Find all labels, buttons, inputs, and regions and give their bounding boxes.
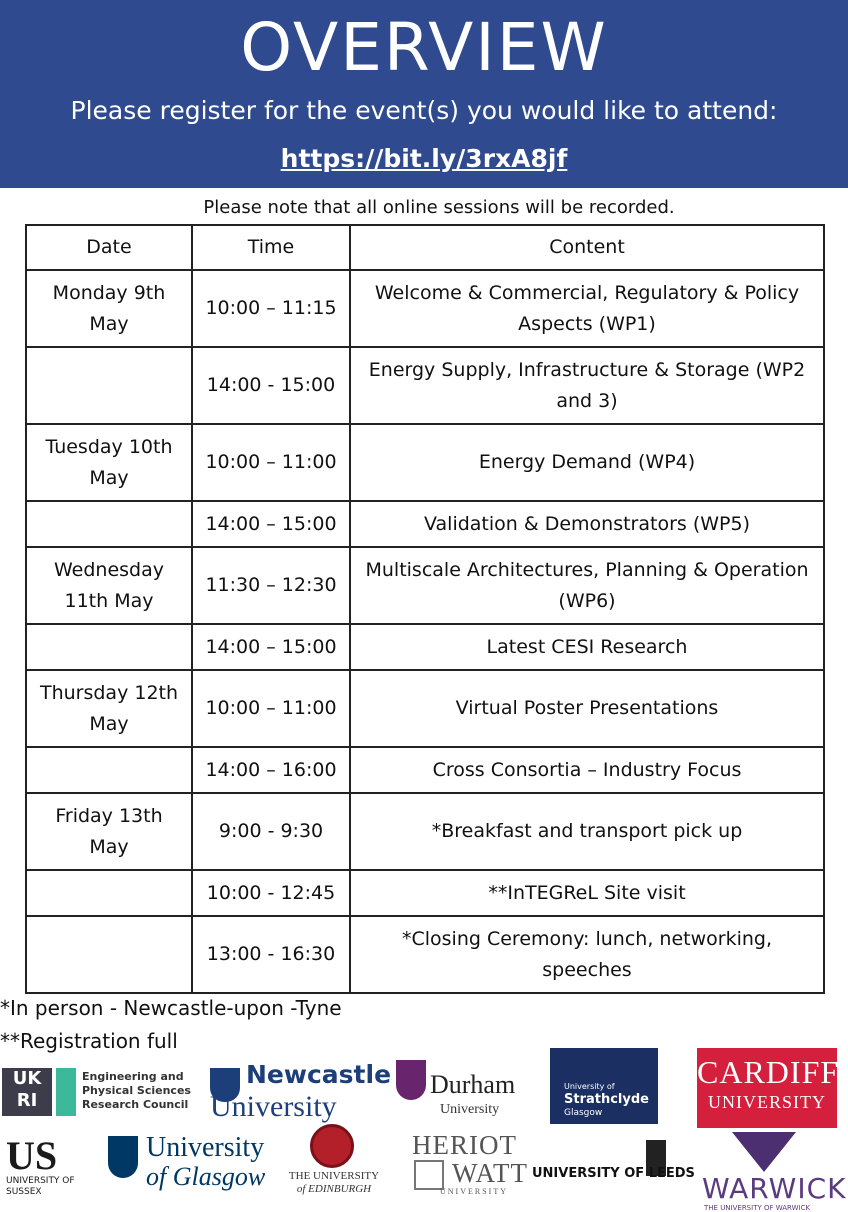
heriot-watt-line2: WATT xyxy=(452,1158,528,1188)
table-row xyxy=(26,670,824,747)
table-header-row xyxy=(26,225,824,270)
register-prompt: Please register for the event(s) you would like to attend: xyxy=(70,96,778,125)
ukri-mark: UK RI xyxy=(2,1068,52,1116)
partner-logos xyxy=(0,1040,848,1212)
row-time: 9:00 - 9:30 xyxy=(192,793,350,870)
warwick-sub: THE UNIVERSITY OF WARWICK xyxy=(704,1204,811,1212)
durham-name: Durham xyxy=(430,1070,516,1099)
edinburgh-seal-icon xyxy=(310,1124,354,1168)
table-row xyxy=(26,747,824,793)
strathclyde-name: Strathclyde xyxy=(564,1092,649,1107)
row-content: Energy Demand (WP4) xyxy=(350,424,824,501)
ukri-accent-bar xyxy=(56,1068,76,1116)
glasgow-crest-icon xyxy=(108,1136,138,1178)
table-row xyxy=(26,793,824,870)
row-date xyxy=(26,916,192,993)
leeds-name: UNIVERSITY OF LEEDS xyxy=(532,1166,695,1181)
durham-crest-icon xyxy=(396,1060,426,1100)
footnote-in-person: *In person - Newcastle-upon -Tyne xyxy=(0,996,342,1020)
row-content: **InTEGReL Site visit xyxy=(350,870,824,916)
row-time: 10:00 – 11:00 xyxy=(192,424,350,501)
sussex-mark: US xyxy=(6,1133,58,1178)
row-date xyxy=(26,747,192,793)
row-time: 10:00 – 11:15 xyxy=(192,270,350,347)
row-date: Wednesday 11th May xyxy=(26,547,192,624)
edinburgh-name: THE UNIVERSITY xyxy=(288,1170,380,1182)
row-date xyxy=(26,870,192,916)
row-time: 13:00 - 16:30 xyxy=(192,916,350,993)
strathclyde-sub: Glasgow xyxy=(564,1108,603,1118)
row-time: 14:00 – 15:00 xyxy=(192,624,350,670)
row-content: *Breakfast and transport pick up xyxy=(350,793,824,870)
heriot-watt-sub: UNIVERSITY xyxy=(440,1187,508,1196)
row-content: Welcome & Commercial, Regulatory & Policy Aspects (WP1) xyxy=(350,270,824,347)
warwick-w-icon xyxy=(732,1132,796,1172)
table-row xyxy=(26,501,824,547)
table-row xyxy=(26,424,824,501)
cardiff-logo xyxy=(697,1048,840,1128)
page-title: OVERVIEW xyxy=(240,9,608,86)
recording-note: Please note that all online sessions will be recorded. xyxy=(203,197,675,218)
header-date: Date xyxy=(26,225,192,270)
header-content: Content xyxy=(350,225,824,270)
table-row xyxy=(26,624,824,670)
row-content: Virtual Poster Presentations xyxy=(350,670,824,747)
row-date: Monday 9th May xyxy=(26,270,192,347)
newcastle-name: Newcastle xyxy=(246,1060,392,1089)
cardiff-name: CARDIFF xyxy=(697,1054,840,1090)
strathclyde-pre: University of xyxy=(564,1082,615,1091)
table-row xyxy=(26,347,824,424)
header-time: Time xyxy=(192,225,350,270)
strathclyde-logo xyxy=(550,1048,658,1124)
row-content: Multiscale Architectures, Planning & Operation (WP6) xyxy=(350,547,824,624)
heriot-watt-crest-icon xyxy=(414,1160,444,1190)
header-banner xyxy=(0,0,848,188)
row-date: Tuesday 10th May xyxy=(26,424,192,501)
durham-sub: University xyxy=(440,1102,500,1117)
row-time: 10:00 – 11:00 xyxy=(192,670,350,747)
registration-link[interactable]: https://bit.ly/3rxA8jf xyxy=(280,144,568,173)
row-content: *Closing Ceremony: lunch, networking, speeches xyxy=(350,916,824,993)
table-row xyxy=(26,270,824,347)
row-time: 14:00 – 16:00 xyxy=(192,747,350,793)
row-time: 14:00 – 15:00 xyxy=(192,501,350,547)
footnote-registration-full: **Registration full xyxy=(0,1029,178,1053)
epsrc-name: Engineering and Physical Sciences Research Council xyxy=(82,1070,191,1111)
heriot-watt-line1: HERIOT xyxy=(412,1130,517,1160)
newcastle-sub: University xyxy=(210,1090,337,1123)
row-time: 11:30 – 12:30 xyxy=(192,547,350,624)
row-date: Thursday 12th May xyxy=(26,670,192,747)
sussex-name: UNIVERSITY OF SUSSEX xyxy=(6,1176,75,1197)
schedule-table xyxy=(25,224,825,994)
edinburgh-sub: of EDINBURGH xyxy=(296,1183,372,1195)
row-date xyxy=(26,624,192,670)
row-date: Friday 13th May xyxy=(26,793,192,870)
glasgow-name: University xyxy=(146,1132,265,1163)
cardiff-sub: UNIVERSITY xyxy=(708,1092,826,1112)
glasgow-sub: of Glasgow xyxy=(146,1162,266,1191)
row-time: 10:00 - 12:45 xyxy=(192,870,350,916)
row-content: Energy Supply, Infrastructure & Storage (WP2 and 3) xyxy=(350,347,824,424)
row-content: Latest CESI Research xyxy=(350,624,824,670)
row-time: 14:00 - 15:00 xyxy=(192,347,350,424)
row-content: Cross Consortia – Industry Focus xyxy=(350,747,824,793)
table-row xyxy=(26,916,824,993)
row-date xyxy=(26,347,192,424)
row-content: Validation & Demonstrators (WP5) xyxy=(350,501,824,547)
table-row xyxy=(26,547,824,624)
warwick-name: WARWICK xyxy=(702,1172,847,1205)
row-date xyxy=(26,501,192,547)
table-row xyxy=(26,870,824,916)
